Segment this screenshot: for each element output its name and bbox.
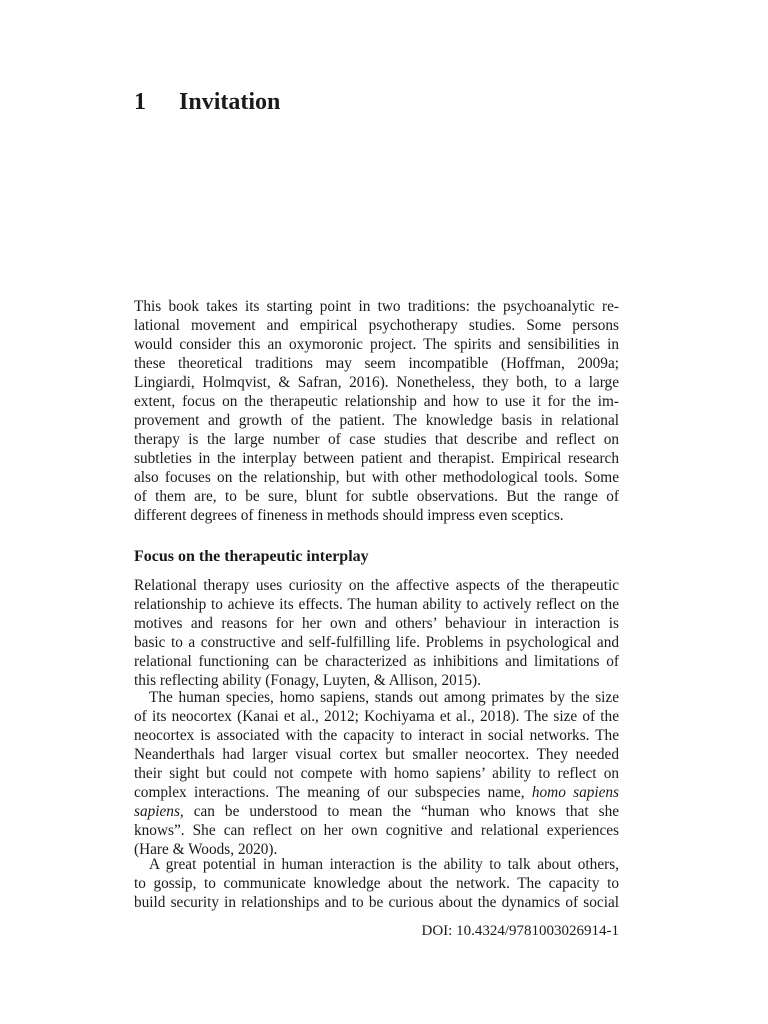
doi-footer: DOI: 10.4324/9781003026914-1 [421, 923, 619, 939]
italic-term: homo sapiens [531, 784, 620, 801]
intro-paragraph [134, 297, 619, 525]
text-line-with-italic [134, 802, 619, 821]
text-line: this reflecting ability (Fonagy, Luyten, & Allison, 2015). [134, 672, 481, 689]
text-line: provement and growth of the patient. The knowledge basis in relational [134, 412, 619, 429]
section-paragraph-3 [134, 855, 619, 912]
text-line: A great potential in human interaction is the ability to talk about others, [149, 856, 619, 873]
text-line: basic to a constructive and self-fulfilling life. Problems in psychological and [134, 634, 619, 651]
text-line: different degrees of fineness in methods should impress even sceptics. [134, 507, 564, 524]
text-line: relationship to achieve its effects. The human ability to actively reflect on the [134, 596, 619, 613]
text-line: lational movement and empirical psychotherapy studies. Some persons [134, 317, 619, 334]
text-line: of its neocortex (Kanai et al., 2012; Kochiyama et al., 2018). The size of the [134, 708, 619, 725]
section-paragraph-1 [134, 576, 619, 690]
chapter-number: 1 [134, 89, 146, 115]
text-line: knows”. She can reflect on her own cognitive and relational experiences [134, 822, 619, 839]
text-line: their sight but could not compete with homo sapiens’ ability to reflect on [134, 765, 619, 782]
text-line: Lingiardi, Holmqvist, & Safran, 2016). Nonetheless, they both, to a large [134, 374, 619, 391]
text-line: subtleties in the interplay between patient and therapist. Empirical research [134, 450, 619, 467]
text-line: motives and reasons for her own and others’ behaviour in interaction is [134, 615, 619, 632]
text-line: of them are, to be sure, blunt for subtle observations. But the range of [134, 488, 619, 505]
text-line: to gossip, to communicate knowledge about the network. The capacity to [134, 875, 619, 892]
text-line: would consider this an oxymoronic project. The spirits and sensibilities in [134, 336, 619, 353]
text-line: extent, focus on the therapeutic relationship and how to use it for the im- [134, 393, 619, 410]
text-line: The human species, homo sapiens, stands out among primates by the size [149, 689, 619, 706]
chapter-heading [134, 86, 280, 118]
text-line: relational functioning can be characterized as inhibitions and limitations of [134, 653, 619, 670]
italic-term: sapiens, [134, 803, 184, 820]
text-line: build security in relationships and to be curious about the dynamics of social [134, 894, 619, 911]
section-paragraph-2 [134, 688, 619, 859]
line-text: complex interactions. The meaning of our subspecies name, [134, 784, 525, 801]
text-line: (Hare & Woods, 2020). [134, 841, 278, 858]
text-line: This book takes its starting point in two traditions: the psychoanalytic re- [134, 298, 619, 315]
text-line: these theoretical traditions may seem incompatible (Hoffman, 2009a; [134, 355, 619, 372]
text-line: Neanderthals had larger visual cortex but smaller neocortex. They needed [134, 746, 619, 763]
text-line-with-italic [134, 783, 619, 802]
line-text: can be understood to mean the “human who knows that she [193, 803, 620, 820]
section-heading: Focus on the therapeutic interplay [134, 548, 369, 565]
text-line: Relational therapy uses curiosity on the affective aspects of the therapeutic [134, 577, 619, 594]
text-line: therapy is the large number of case studies that describe and reflect on [134, 431, 619, 448]
text-line: neocortex is associated with the capacity to interact in social networks. The [134, 727, 619, 744]
text-line: also focuses on the relationship, but with other methodological tools. Some [134, 469, 619, 486]
chapter-title: Invitation [179, 89, 281, 115]
